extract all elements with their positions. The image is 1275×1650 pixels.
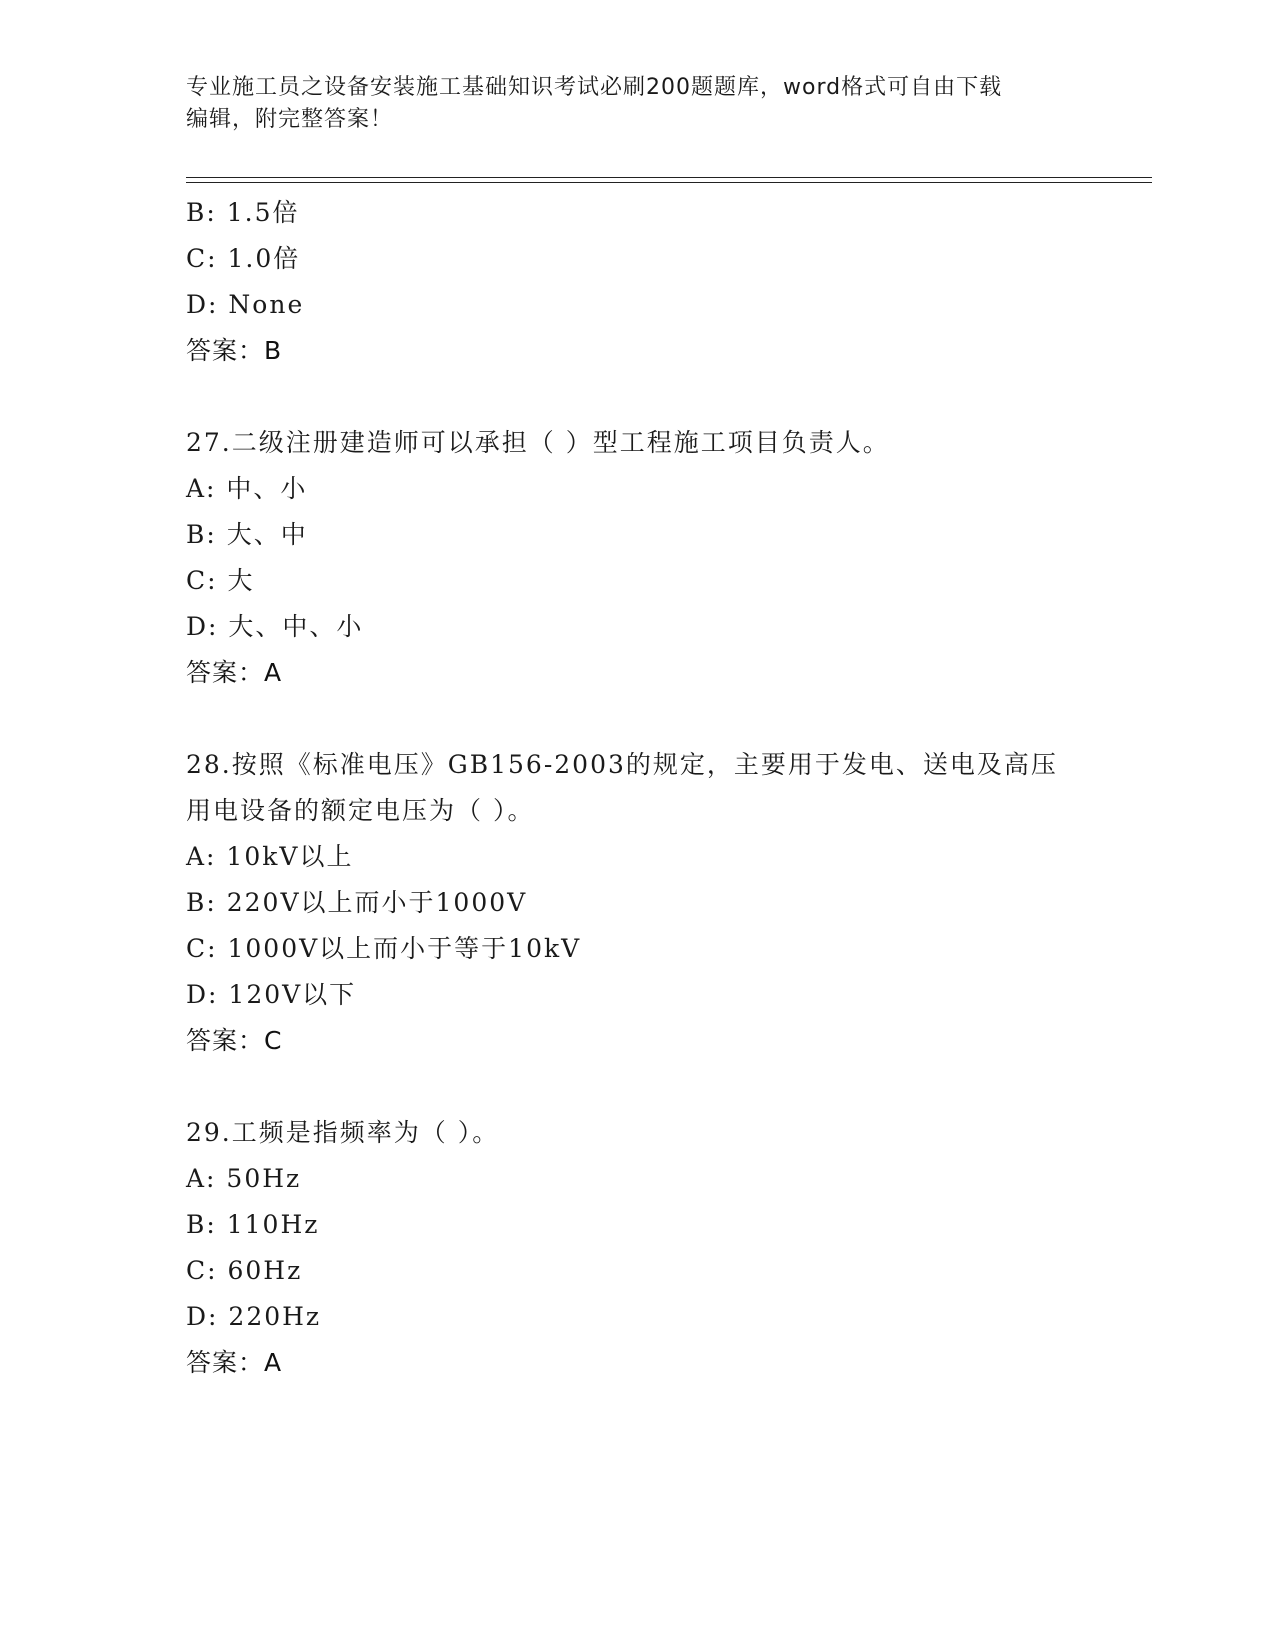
answer-line: 答案：B — [186, 336, 283, 365]
option-d: D: 220Hz — [186, 1302, 322, 1331]
question-28 — [186, 742, 1146, 1064]
answer-line: 答案：C — [186, 1026, 283, 1055]
option-b: B: 大、中 — [186, 520, 308, 549]
page-header — [186, 72, 1076, 136]
header-divider-top — [186, 177, 1152, 178]
option-b: B: 1.5倍 — [186, 198, 300, 227]
option-d: D: 120V以下 — [186, 980, 357, 1009]
question-stem-continued: 用电设备的额定电压为（ ）。 — [186, 796, 535, 825]
option-d: D: 大、中、小 — [186, 612, 364, 641]
option-a: A: 中、小 — [186, 474, 308, 503]
header-title-line-2: 编辑，附完整答案！ — [186, 107, 394, 132]
option-d: D: None — [186, 290, 305, 319]
question-stem: 29.工频是指频率为（ ）。 — [186, 1118, 500, 1147]
answer-line: 答案：A — [186, 658, 283, 687]
option-c: C: 60Hz — [186, 1256, 303, 1285]
question-27 — [186, 420, 1146, 696]
question-26-continued — [186, 190, 1146, 374]
option-c: C: 1000V以上而小于等于10kV — [186, 934, 582, 963]
option-a: A: 10kV以上 — [186, 842, 354, 871]
spacer — [186, 1064, 1146, 1110]
header-title-line-1: 专业施工员之设备安装施工基础知识考试必刷200题题库，word格式可自由下载 — [186, 75, 1003, 100]
spacer — [186, 374, 1146, 420]
question-stem: 27.二级注册建造师可以承担（ ）型工程施工项目负责人。 — [186, 428, 890, 457]
header-divider-bottom — [186, 182, 1152, 183]
question-stem: 28.按照《标准电压》GB156-2003的规定，主要用于发电、送电及高压 — [186, 750, 1058, 779]
answer-line: 答案：A — [186, 1348, 283, 1377]
option-a: A: 50Hz — [186, 1164, 302, 1193]
option-c: C: 1.0倍 — [186, 244, 301, 273]
spacer — [186, 696, 1146, 742]
option-b: B: 220V以上而小于1000V — [186, 888, 528, 917]
question-29 — [186, 1110, 1146, 1386]
option-c: C: 大 — [186, 566, 255, 595]
question-list — [186, 190, 1146, 1386]
option-b: B: 110Hz — [186, 1210, 320, 1239]
